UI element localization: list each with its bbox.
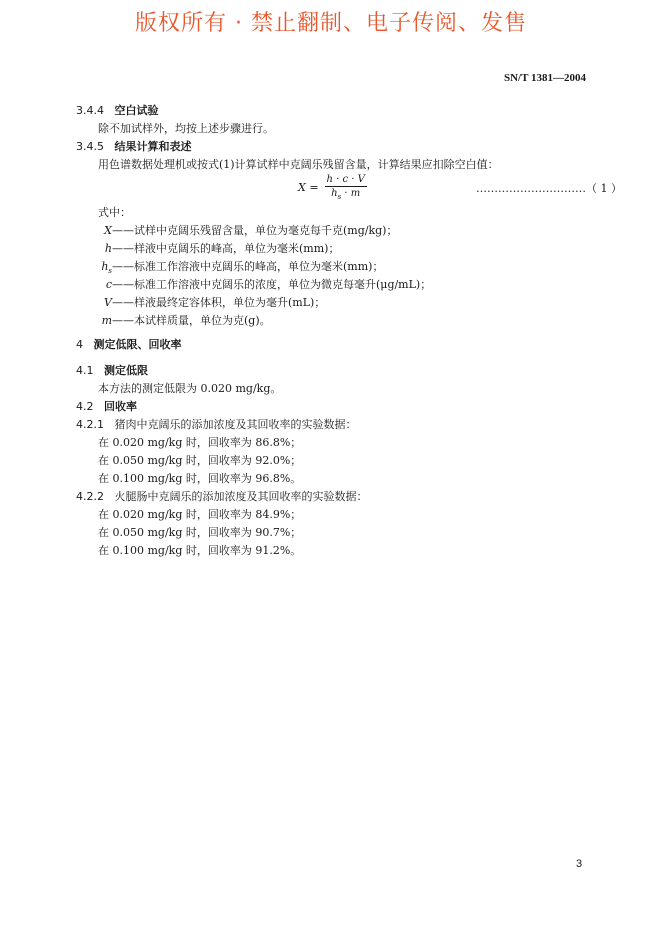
var-definition: $h_s——$标准工作溶液中克阔乐的峰高，单位为毫米(mm)； <box>101 260 384 276</box>
list-item: 在 0.050 mg/kg 时，回收率为 90.7%； <box>98 526 302 539</box>
var-definition: m——本试样质量，单位为克(g)。 <box>101 314 271 327</box>
section-4-1-heading: 4.1 测定低限 <box>76 364 148 377</box>
list-item: 在 0.100 mg/kg 时，回收率为 96.8%。 <box>98 472 302 485</box>
section-4-heading: 4 测定低限、回收率 <box>76 338 182 351</box>
formula-lhs: X = <box>298 181 319 194</box>
var-definition: X——试样中克阔乐残留含量，单位为毫克每千克(mg/kg)； <box>104 224 398 237</box>
watermark-banner: 版权所有 · 禁止翻制、电子传阅、发售 <box>135 11 527 36</box>
var-definition: V——样液最终定容体积，单位为毫升(mL)； <box>104 296 326 309</box>
section-3-4-5-body: 用色谱数据处理机或按式(1)计算试样中克阔乐残留含量，计算结果应扣除空白值： <box>98 158 499 171</box>
page-number: 3 <box>576 858 583 870</box>
formula-fraction <box>325 174 367 201</box>
section-4-2-1-heading: 4.2.1 猪肉中克阔乐的添加浓度及其回收率的实验数据： <box>76 418 357 431</box>
section-3-4-4-body: 除不加试样外，均按上述步骤进行。 <box>98 122 274 135</box>
section-3-4-5-heading: 3.4.5 结果计算和表述 <box>76 140 192 153</box>
section-4-1-body: 本方法的测定低限为 0.020 mg/kg。 <box>98 382 282 395</box>
var-definition: c——标准工作溶液中克阔乐的浓度，单位为微克每毫升(μg/mL)； <box>105 278 432 291</box>
where-label: 式中： <box>98 206 131 219</box>
var-definition: h——样液中克阔乐的峰高，单位为毫米(mm)； <box>104 242 340 255</box>
list-item: 在 0.020 mg/kg 时，回收率为 86.8%； <box>98 436 302 449</box>
formula-numerator: h · c · V <box>326 174 365 185</box>
section-4-2-heading: 4.2 回收率 <box>76 400 137 413</box>
equation-number: …………………………（ 1 ） <box>476 182 622 195</box>
list-item: 在 0.020 mg/kg 时，回收率为 84.9%； <box>98 508 302 521</box>
formula-denominator: $h_s \cdot m$ <box>331 188 361 201</box>
section-4-2-2-heading: 4.2.2 火腿肠中克阔乐的添加浓度及其回收率的实验数据： <box>76 490 368 503</box>
list-item: 在 0.100 mg/kg 时，回收率为 91.2%。 <box>98 544 302 557</box>
formula <box>298 174 367 201</box>
list-item: 在 0.050 mg/kg 时，回收率为 92.0%； <box>98 454 302 467</box>
standard-code: SN/T 1381—2004 <box>503 72 586 84</box>
section-3-4-4-heading: 3.4.4 空白试验 <box>76 104 159 117</box>
